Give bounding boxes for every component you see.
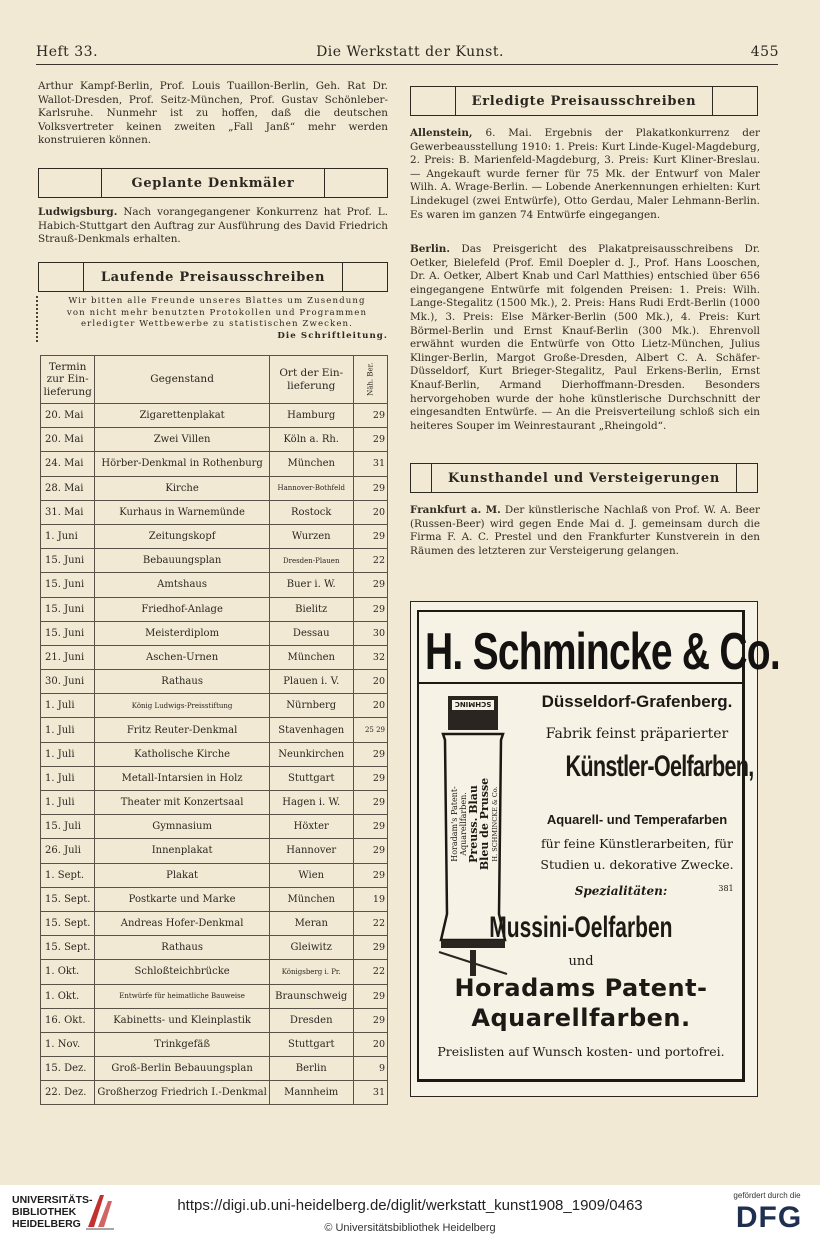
nr-cell: 9 (353, 1057, 387, 1081)
ort-cell: Hamburg (269, 404, 353, 428)
ad-spezialitaeten: Spezialitäten: (574, 884, 668, 898)
termin-cell: 15. Juni (41, 597, 95, 621)
ort-cell: Wurzen (269, 524, 353, 548)
header-rule (36, 64, 778, 65)
gegenstand-cell: Hörber-Denkmal in Rothenburg (95, 452, 270, 476)
termin-cell: 15. Sept. (41, 887, 95, 911)
table-row (41, 597, 388, 621)
col-ort: Ort der Ein- lieferung (269, 356, 353, 404)
nr-cell: 30 (353, 621, 387, 645)
section-laufende-preisausschreiben (38, 262, 388, 292)
table-row (41, 839, 388, 863)
table-row (41, 645, 388, 669)
nr-cell: 20 (353, 670, 387, 694)
permalink-url[interactable]: https://digi.ub.uni-heidelberg.de/diglit/werkstatt_kunst1908_1909/0463 (177, 1197, 643, 1214)
gegenstand-cell: Innenplakat (95, 839, 270, 863)
nr-cell: 29 (353, 428, 387, 452)
ort-cell: Meran (269, 911, 353, 935)
gegenstand-cell: König Ludwigs-Preisstiftung (95, 694, 270, 718)
termin-cell: 1. Juli (41, 694, 95, 718)
nr-cell: 22 (353, 549, 387, 573)
ort-cell: Rostock (269, 500, 353, 524)
ad-studien: Studien u. dekorative Zwecke. (540, 857, 734, 872)
ort-cell: München (269, 645, 353, 669)
termin-cell: 15. Juni (41, 621, 95, 645)
section-title: Erledigte Preisausschreiben (471, 93, 697, 109)
termin-cell: 22. Dez. (41, 1081, 95, 1105)
gegenstand-cell: Plakat (95, 863, 270, 887)
ad-code: 381 (718, 884, 734, 893)
nr-cell: 29 (353, 766, 387, 790)
table-row (41, 549, 388, 573)
gegenstand-cell: Postkarte und Marke (95, 887, 270, 911)
ort-cell: Stuttgart (269, 766, 353, 790)
termin-cell: 1. Juni (41, 524, 95, 548)
schmincke-advertisement (410, 601, 780, 1097)
table-row (41, 960, 388, 984)
frankfurt-paragraph: Frankfurt a. M. Der künstlerische Nachlaß von Prof. W. A. Beer (Russen-Beer) wird gegen Ende Mai d. J. gemeinsam durch die Firma F. A. C. Prestel und den Frankfurter Kunstverein in den Räumen des letzteren zur Versteigerung gelangen. (410, 504, 760, 557)
table-row (41, 404, 388, 428)
section-kunsthandel (410, 463, 758, 493)
table-row (41, 1008, 388, 1032)
termin-cell: 24. Mai (41, 452, 95, 476)
ad-preislisten: Preislisten auf Wunsch kosten- und portofrei. (437, 1044, 725, 1059)
gegenstand-cell: Friedhof-Anlage (95, 597, 270, 621)
intro-paragraph: Arthur Kampf-Berlin, Prof. Louis Tuaillon-Berlin, Geh. Rat Dr. Wallot-Dresden, Prof. Seitz-München, Prof. Gustav Schönleber-Karlsruhe. Nunmehr ist zu hoffen, daß die deutschen Volksvertreter keinen zweiten „Fall Janß“ mehr werden konstruieren können. (38, 80, 388, 147)
ad-und: und (568, 954, 594, 969)
ort-cell: Bielitz (269, 597, 353, 621)
table-row (41, 428, 388, 452)
nr-cell: 29 (353, 791, 387, 815)
ort-cell: Neunkirchen (269, 742, 353, 766)
gegenstand-cell: Meisterdiplom (95, 621, 270, 645)
ad-fuer: für feine Künstlerarbeiten, für (541, 836, 733, 851)
ort-cell: Nürnberg (269, 694, 353, 718)
termin-cell: 15. Sept. (41, 936, 95, 960)
berlin-paragraph: Berlin. Das Preisgericht des Plakatpreisausschreibens Dr. Oetker, Bielefeld (Prof. Emil Doepler d. J., Prof. Hans Looschen, Dr. A. Oetker, Albert Knab und Carl Matthies) entschied über 656 eingegangene Entwürfe mit folgenden Preisen: 1. Preis: Wilh. Lange-Stegalitz (1500 Mk.), 2. Preis: Hans Rudi Erdt-Berlin (1000 Mk.), 3. Preis: Else Märker-Berlin (500 Mk.), 4. Preis: Kurt Börmel-Berlin und Ernst Knauf-Berlin (300 Mk.). Ehrenvoll erwähnt wurden die Entwürfe von Otto Lietz-München, Julius Klinger-Berlin, Margot Große-Dresden, Albert C. A. Schäfer-Düsseldorf, Kurt Brieger-Stegalitz, Paul Erkens-Berlin, Ernst Knauf-Berlin, Armand Dierhoffmann-Dresden. Besonders hervorgehoben wurde der hohe künstlerische Durchschnitt der eingesandten Entwürfe. — An die Preisverteilung schloß sich ein heiteres Souper im Weinrestaurant „Rheingold“. (410, 243, 760, 432)
nr-cell: 29 (353, 573, 387, 597)
ort-cell: Plauen i. V. (269, 670, 353, 694)
termin-cell: 26. Juli (41, 839, 95, 863)
nr-cell: 31 (353, 452, 387, 476)
termin-cell: 15. Sept. (41, 911, 95, 935)
table-row (41, 984, 388, 1008)
nr-cell: 29 (353, 839, 387, 863)
termin-cell: 1. Juli (41, 742, 95, 766)
ort-cell: Stavenhagen (269, 718, 353, 742)
ort-cell: Mannheim (269, 1081, 353, 1105)
ub-logo[interactable]: UNIVERSITÄTS- BIBLIOTHEK HEIDELBERG (12, 1194, 93, 1230)
ort-cell: Hannover (269, 839, 353, 863)
termin-cell: 1. Sept. (41, 863, 95, 887)
nr-cell: 20 (353, 1032, 387, 1056)
ad-horadams-1: Horadams Patent- (454, 974, 708, 1002)
termin-cell: 28. Mai (41, 476, 95, 500)
section-title: Geplante Denkmäler (131, 175, 295, 191)
nr-cell: 22 (353, 911, 387, 935)
gegenstand-cell: Kabinetts- und Kleinplastik (95, 1008, 270, 1032)
termin-cell: 21. Juni (41, 645, 95, 669)
table-row (41, 1057, 388, 1081)
footer-bar (0, 1185, 820, 1244)
nr-cell: 29 (353, 815, 387, 839)
gegenstand-cell: Rathaus (95, 670, 270, 694)
table-row (41, 815, 388, 839)
tube-text-5: H. SCHMINCKE & Co. (491, 786, 499, 862)
dfg-logo[interactable]: DFG (735, 1201, 803, 1234)
nr-cell: 29 (353, 597, 387, 621)
gegenstand-cell: Bebauungsplan (95, 549, 270, 573)
ort-cell: München (269, 452, 353, 476)
col-gegenstand: Gegenstand (95, 356, 270, 404)
gegenstand-cell: Zigarettenplakat (95, 404, 270, 428)
ort-cell: Dresden (269, 1008, 353, 1032)
nr-cell: 31 (353, 1081, 387, 1105)
col-nr: Näh. Ber. (353, 356, 387, 404)
termin-cell: 1. Juli (41, 718, 95, 742)
ad-city: Düsseldorf-Grafenberg. (541, 692, 733, 711)
gegenstand-cell: Rathaus (95, 936, 270, 960)
tube-text-2: Aquarellfarben. (459, 792, 468, 856)
tube-cap-text: SCHMINC (454, 700, 492, 708)
header-issue: Heft 33. (36, 44, 99, 60)
ort-cell: Berlin (269, 1057, 353, 1081)
termin-cell: 16. Okt. (41, 1008, 95, 1032)
table-row (41, 621, 388, 645)
ad-fabrik: Fabrik feinst präparierter (545, 726, 729, 742)
table-row (41, 936, 388, 960)
ort-cell: Stuttgart (269, 1032, 353, 1056)
dfg-sponsor-note: gefördert durch die (733, 1191, 801, 1200)
ad-horadams-2: Aquarellfarben. (471, 1004, 691, 1032)
table-row (41, 863, 388, 887)
table-row (41, 791, 388, 815)
ad-rule (417, 682, 745, 684)
gegenstand-cell: Kurhaus in Warnemünde (95, 500, 270, 524)
section-geplante-denkmaeler (38, 168, 388, 198)
termin-cell: 1. Okt. (41, 960, 95, 984)
table-row (41, 742, 388, 766)
table-row (41, 887, 388, 911)
table-row (41, 766, 388, 790)
ort-cell: Königsberg i. Pr. (269, 960, 353, 984)
header-title: Die Werkstatt der Kunst. (316, 44, 504, 60)
table-row (41, 694, 388, 718)
termin-cell: 15. Juli (41, 815, 95, 839)
nr-cell: 29 (353, 1008, 387, 1032)
tube-text-3: Preuss. Blau (467, 785, 480, 863)
ort-cell: Braunschweig (269, 984, 353, 1008)
gegenstand-cell: Großherzog Friedrich I.-Denkmal (95, 1081, 270, 1105)
ub-emblem-icon (84, 1191, 116, 1231)
nr-cell: 29 (353, 742, 387, 766)
ort-cell: Dessau (269, 621, 353, 645)
section-erledigte-preisausschreiben (410, 86, 758, 116)
gegenstand-cell: Katholische Kirche (95, 742, 270, 766)
gegenstand-cell: Aschen-Urnen (95, 645, 270, 669)
ort-cell: Dresden-Plauen (269, 549, 353, 573)
termin-cell: 15. Juni (41, 549, 95, 573)
competition-table (40, 355, 388, 1105)
ort-cell: Hannover-Bothfeld (269, 476, 353, 500)
gegenstand-cell: Groß-Berlin Bebauungsplan (95, 1057, 270, 1081)
termin-cell: 1. Nov. (41, 1032, 95, 1056)
section-title: Laufende Preisausschreiben (100, 269, 326, 285)
nr-cell: 29 (353, 476, 387, 500)
termin-cell: 30. Juni (41, 670, 95, 694)
section-title: Kunsthandel und Versteigerungen (447, 470, 721, 486)
tube-text-1: Horadam's Patent- (450, 786, 459, 862)
table-header-row (41, 356, 388, 404)
ort-cell: Höxter (269, 815, 353, 839)
gegenstand-cell: Gymnasium (95, 815, 270, 839)
ad-mussini: Mussini-Oelfarben (489, 911, 673, 944)
gegenstand-cell: Zwei Villen (95, 428, 270, 452)
gegenstand-cell: Zeitungskopf (95, 524, 270, 548)
termin-cell: 15. Juni (41, 573, 95, 597)
gegenstand-cell: Amtshaus (95, 573, 270, 597)
gegenstand-cell: Kirche (95, 476, 270, 500)
copyright-note: © Universitätsbibliothek Heidelberg (324, 1222, 496, 1234)
nr-cell: 22 (353, 960, 387, 984)
ort-cell: München (269, 887, 353, 911)
ort-cell: Wien (269, 863, 353, 887)
gegenstand-cell: Andreas Hofer-Denkmal (95, 911, 270, 935)
nr-cell: 29 (353, 863, 387, 887)
gegenstand-cell: Entwürfe für heimatliche Bauweise (95, 984, 270, 1008)
termin-cell: 15. Dez. (41, 1057, 95, 1081)
gegenstand-cell: Fritz Reuter-Denkmal (95, 718, 270, 742)
termin-cell: 1. Juli (41, 766, 95, 790)
gegenstand-cell: Theater mit Konzertsaal (95, 791, 270, 815)
termin-cell: 1. Juli (41, 791, 95, 815)
gegenstand-cell: Schloßteichbrücke (95, 960, 270, 984)
ort-cell: Gleiwitz (269, 936, 353, 960)
nr-cell: 25 29 (353, 718, 387, 742)
tube-text-4: Bleu de Prusse (478, 777, 491, 871)
ad-aquarell: Aquarell- und Temperafarben (546, 812, 728, 827)
table-row (41, 452, 388, 476)
allenstein-paragraph: Allenstein, 6. Mai. Ergebnis der Plakatkonkurrenz der Gewerbeausstellung 1910: 1. Preis: Kurt Linde-Kugel-Magdeburg, 2. Preis: B. Marienfeld-Magdeburg, 3. Preis: Kurt Kliner-Breslau. — Angekauft wurde ferner für 75 Mk. der Entwurf von Maler Wilh. A. Wrage-Berlin. — Lobende Anerkennungen erhielten: Kurt Lindekugel (zwei Entwürfe), Otto Gerdau, Maler Lehmann-Berlin. Es waren im ganzen 74 Entwürfe eingegangen. (410, 127, 760, 221)
nr-cell: 29 (353, 404, 387, 428)
header-page-number: 455 (750, 44, 779, 60)
ort-cell: Köln a. Rh. (269, 428, 353, 452)
table-row (41, 524, 388, 548)
ad-brand: H. Schmincke & Co. (425, 623, 780, 681)
ort-cell: Buer i. W. (269, 573, 353, 597)
nr-cell: 29 (353, 524, 387, 548)
table-row (41, 718, 388, 742)
nr-cell: 20 (353, 694, 387, 718)
table-row (41, 476, 388, 500)
termin-cell: 31. Mai (41, 500, 95, 524)
nr-cell: 32 (353, 645, 387, 669)
termin-cell: 20. Mai (41, 404, 95, 428)
table-row (41, 573, 388, 597)
col-termin: Termin zur Ein- lieferung (41, 356, 95, 404)
termin-cell: 1. Okt. (41, 984, 95, 1008)
nr-cell: 20 (353, 500, 387, 524)
table-row (41, 670, 388, 694)
gegenstand-cell: Metall-Intarsien in Holz (95, 766, 270, 790)
editor-notice: Wir bitten alle Freunde unseres Blattes um Zusendung von nicht mehr benutzten Protokollen und Programmen erledigter Wettbewerbe zu statistischen Zwecken. Die Schriftleitung. (36, 296, 388, 342)
gegenstand-cell: Trinkgefäß (95, 1032, 270, 1056)
table-row (41, 1081, 388, 1105)
ort-cell: Hagen i. W. (269, 791, 353, 815)
nr-cell: 29 (353, 984, 387, 1008)
ad-product: Künstler-Oelfarben, (565, 750, 754, 783)
table-row (41, 911, 388, 935)
termin-cell: 20. Mai (41, 428, 95, 452)
nr-cell: 19 (353, 887, 387, 911)
table-row (41, 1032, 388, 1056)
nr-cell: 29 (353, 936, 387, 960)
table-row (41, 500, 388, 524)
ludwigsburg-paragraph: Ludwigsburg. Nach vorangegangener Konkurrenz hat Prof. L. Habich-Stuttgart den Auftrag zur Ausführung des David Friedrich Strauß-Denkmals erhalten. (38, 206, 388, 246)
